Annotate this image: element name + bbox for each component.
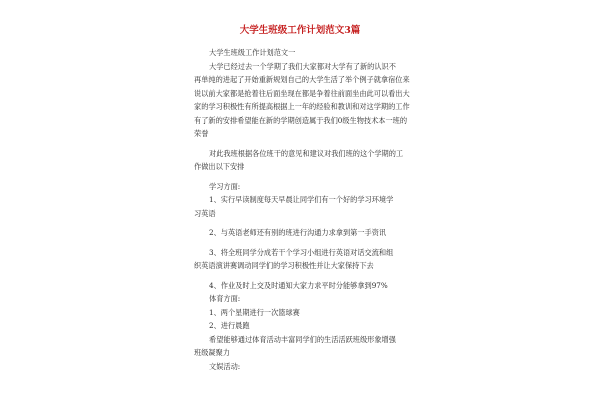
document-body: [194, 46, 416, 373]
list-item-continuation: 习英语: [194, 208, 216, 218]
paragraph-line: 再单纯的进起了开始重新规划自己的大学生活了举个例子就拿宿位来: [194, 75, 410, 84]
paragraph-line: 希望能够通过体育活动丰富同学们的生活活跃班级形象增强: [209, 334, 396, 344]
section-subtitle: 大学生班级工作计划范文一: [209, 48, 296, 57]
document-title: 大学生班级工作计划范文3篇: [239, 25, 361, 36]
list-item: 3、将全班同学分成若干个学习小组进行英语对话交流和组: [209, 247, 394, 257]
paragraph-line: 大学已经过去一个学期了我们大家都对大学有了新的认识不: [209, 61, 396, 71]
list-item-continuation: 织英语演讲赛调动同学们的学习积极性并让大家保持下去: [194, 261, 374, 270]
study-heading: 学习方面:: [209, 181, 241, 191]
paragraph-line: 有了新的安排希望能在新的学期创造属于我们0级生物技术本一班的: [194, 115, 408, 125]
paragraph-line: 家的学习积极性有所提高根据上一年的经验和教训和对这学期的工作: [194, 102, 410, 111]
paragraph-line: 说以前大家都是抢着往后面坐现在都是争着往前面坐由此可以看出大: [194, 88, 410, 98]
culture-heading: 文娱活动:: [209, 361, 241, 371]
paragraph-line: 作做出以下安排: [194, 162, 245, 171]
sports-heading: 体育方面:: [209, 294, 241, 303]
list-item: 4、作业及时上交及时通知大家力求平时分能够拿到97%: [209, 280, 388, 290]
list-item: 2、进行晨跑: [209, 321, 250, 330]
list-item: 1、两个星期进行一次篮球赛: [209, 307, 300, 317]
list-item: 1、实行早读制度每天早晨让同学们有一个好的学习环境学: [209, 195, 394, 204]
paragraph-line: 荣誉: [194, 129, 209, 138]
paragraph-line: 对此我班根据各位班干的意见和建议对我们班的这个学期的工: [209, 148, 404, 158]
paragraph-line: 班级凝聚力: [194, 348, 230, 357]
list-item: 2、与英语老师还有别的班进行沟通力求拿到第一手资讯: [209, 228, 387, 237]
